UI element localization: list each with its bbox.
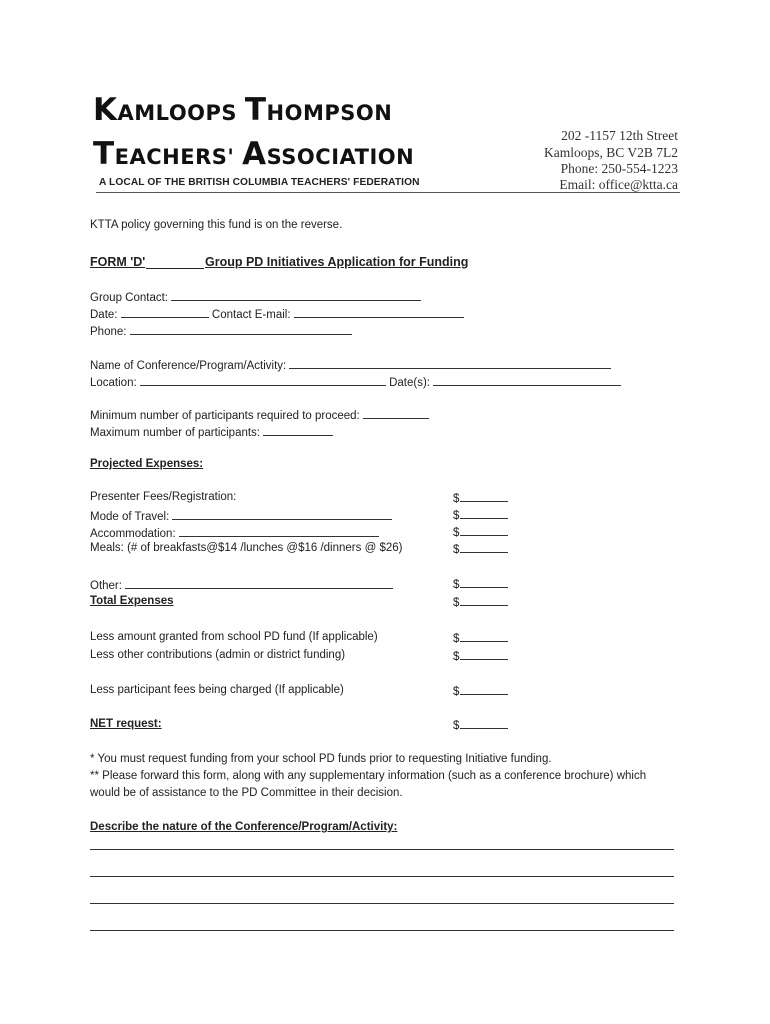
- tagline: A LOCAL OF THE BRITISH COLUMBIA TEACHERS' FEDERATION: [99, 177, 420, 188]
- less-other-contributions-amount[interactable]: $: [453, 649, 508, 663]
- less-other-contributions-label: Less other contributions (admin or district funding): [90, 649, 346, 661]
- net-request-amount[interactable]: $: [453, 718, 508, 732]
- form-title: Group PD Initiatives Application for Funding: [205, 255, 469, 269]
- describe-heading: Describe the nature of the Conference/Program/Activity:: [90, 821, 398, 833]
- location-field[interactable]: Location: Date(s):: [90, 374, 621, 389]
- net-request-label: NET request:: [90, 718, 162, 730]
- accommodation-amount[interactable]: $: [453, 525, 508, 539]
- note-school-funds: * You must request funding from your school PD funds prior to requesting Initiative funding.: [90, 753, 552, 765]
- address-phone: Phone: 250-554-1223: [560, 161, 678, 176]
- projected-expenses-heading: Projected Expenses:: [90, 458, 204, 470]
- less-participant-fees-amount[interactable]: $: [453, 684, 508, 698]
- total-expenses-amount[interactable]: $: [453, 595, 508, 609]
- describe-line-1[interactable]: [90, 849, 674, 850]
- presenter-fees-amount[interactable]: $: [453, 491, 508, 505]
- travel-amount[interactable]: $: [453, 508, 508, 522]
- presenter-fees-label: Presenter Fees/Registration:: [90, 491, 237, 503]
- form-label: FORM 'D': [90, 255, 146, 269]
- less-participant-fees-label: Less participant fees being charged (If applicable): [90, 684, 344, 696]
- association-name-line2: TEACHERS' ASSOCIATION: [93, 136, 415, 172]
- note-forward-form-cont: would be of assistance to the PD Committee in their decision.: [90, 787, 403, 799]
- association-name-line1: KAMLOOPS THOMPSON: [93, 92, 393, 128]
- date-field[interactable]: Date: Contact E-mail:: [90, 306, 464, 321]
- address-email: Email: office@ktta.ca: [559, 177, 678, 192]
- less-school-fund-label: Less amount granted from school PD fund (If applicable): [90, 631, 378, 643]
- form-label-underline: [146, 268, 204, 269]
- min-participants-field[interactable]: Minimum number of participants required to proceed:: [90, 407, 429, 422]
- accommodation-field[interactable]: Accommodation:: [90, 525, 379, 540]
- other-amount[interactable]: $: [453, 577, 508, 591]
- meals-label: Meals: (# of breakfasts@$14 /lunches @$16 /dinners @ $26): [90, 542, 403, 554]
- describe-line-2[interactable]: [90, 876, 674, 877]
- group-contact-field[interactable]: Group Contact:: [90, 289, 421, 304]
- conference-name-field[interactable]: Name of Conference/Program/Activity:: [90, 357, 611, 372]
- phone-field[interactable]: Phone:: [90, 323, 352, 338]
- letterhead-divider: [96, 192, 680, 193]
- max-participants-field[interactable]: Maximum number of participants:: [90, 424, 333, 439]
- note-forward-form: ** Please forward this form, along with any supplementary information (such as a conference brochure) which: [90, 770, 647, 782]
- less-school-fund-amount[interactable]: $: [453, 631, 508, 645]
- address-street: 202 -1157 12th Street: [561, 128, 678, 143]
- other-field[interactable]: Other:: [90, 577, 393, 592]
- describe-line-4[interactable]: [90, 930, 674, 931]
- describe-line-3[interactable]: [90, 903, 674, 904]
- address-city: Kamloops, BC V2B 7L2: [543, 145, 678, 160]
- policy-note: KTTA policy governing this fund is on the reverse.: [90, 219, 343, 231]
- mode-of-travel-field[interactable]: Mode of Travel:: [90, 508, 392, 523]
- meals-amount[interactable]: $: [453, 542, 508, 556]
- total-expenses-label: Total Expenses: [90, 595, 174, 607]
